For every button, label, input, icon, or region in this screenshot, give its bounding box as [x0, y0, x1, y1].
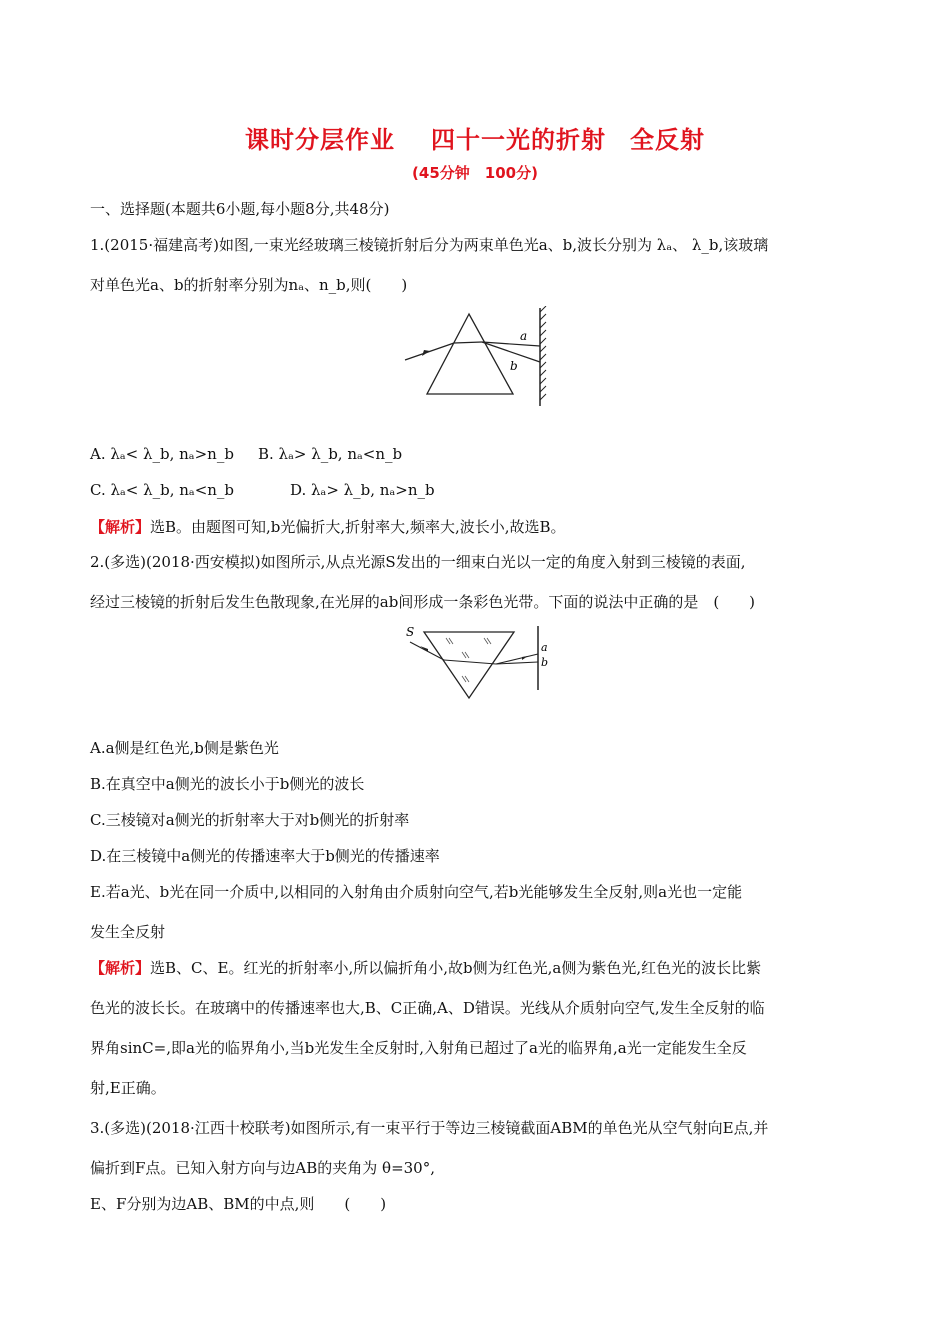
page-title — [0, 120, 950, 155]
title-part-3: 全反射 — [630, 126, 705, 154]
q3-stem-line2: 偏折到F点。已知入射方向与边AB的夹角为 θ=30°, — [90, 1159, 435, 1177]
section-heading: 一、选择题(本题共6小题,每小题8分,共48分) — [90, 200, 390, 218]
title-part-2: 四十一光的折射 — [431, 126, 606, 154]
q1-stem-line1: 1.(2015·福建高考)如图,一束光经玻璃三棱镜折射后分为两束单色光a、b,波长分别为 λₐ、 λ_b,该玻璃 — [90, 236, 769, 254]
q2-label-a: a — [541, 641, 548, 654]
q2-analysis-text-1: 选B、C、E。红光的折射率小,所以偏折角小,故b侧为红色光,a侧为紫色光,红色光的波长比紫 — [150, 959, 762, 977]
q2-prism-figure — [404, 624, 554, 704]
q1-stem-line2: 对单色光a、b的折射率分别为nₐ、n_b,则( ) — [90, 276, 408, 294]
q2-analysis-tag: 【解析】 — [90, 959, 151, 977]
q2-analysis-line1 — [90, 957, 761, 978]
q2-option-b: B.在真空中a侧光的波长小于b侧光的波长 — [90, 775, 365, 793]
q2-option-e-line2: 发生全反射 — [90, 923, 166, 941]
q2-stem-line1: 2.(多选)(2018·西安模拟)如图所示,从点光源S发出的一细束白光以一定的角度入射到三棱镜的表面, — [90, 553, 746, 571]
q1-option-a: A. λₐ< λ_b, nₐ>n_b — [90, 445, 234, 463]
page-subtitle: (45分钟 100分) — [412, 164, 538, 182]
q1-option-d: D. λₐ> λ_b, nₐ>n_b — [290, 481, 435, 499]
q2-analysis-line3: 界角sinC=,即a光的临界角小,当b光发生全反射时,入射角已超过了a光的临界角,a光一定能发生全反 — [90, 1039, 747, 1057]
q2-option-c: C.三棱镜对a侧光的折射率大于对b侧光的折射率 — [90, 811, 410, 829]
q2-label-b: b — [541, 656, 549, 669]
q1-analysis — [90, 516, 566, 537]
q3-stem-line3: E、F分别为边AB、BM的中点,则 ( ) — [90, 1195, 387, 1213]
q2-option-a: A.a侧是红色光,b侧是紫色光 — [90, 739, 279, 757]
q1-option-b: B. λₐ> λ_b, nₐ<n_b — [258, 445, 403, 463]
q1-label-b: b — [510, 359, 518, 373]
title-part-1: 课时分层作业 — [245, 126, 395, 154]
q2-option-d: D.在三棱镜中a侧光的传播速率大于b侧光的传播速率 — [90, 847, 440, 865]
q1-analysis-text: 选B。由题图可知,b光偏折大,折射率大,频率大,波长小,故选B。 — [150, 518, 566, 536]
q2-option-e-line1: E.若a光、b光在同一介质中,以相同的入射角由介质射向空气,若b光能够发生全反射,则a光也一定能 — [90, 883, 743, 901]
q3-stem-line1: 3.(多选)(2018·江西十校联考)如图所示,有一束平行于等边三棱镜截面ABM的单色光从空气射向E点,并 — [90, 1119, 769, 1137]
q2-analysis-line2: 色光的波长长。在玻璃中的传播速率也大,B、C正确,A、D错误。光线从介质射向空气,发生全反射的临 — [90, 999, 765, 1017]
q2-analysis-line4: 射,E正确。 — [90, 1079, 166, 1097]
q1-label-a: a — [520, 329, 528, 343]
q2-label-s: S — [406, 625, 415, 639]
q1-analysis-tag: 【解析】 — [90, 518, 151, 536]
q2-stem-line2: 经过三棱镜的折射后发生色散现象,在光屏的ab间形成一条彩色光带。下面的说法中正确的是 ( ) — [90, 593, 756, 611]
q1-option-c: C. λₐ< λ_b, nₐ<n_b — [90, 481, 235, 499]
q1-prism-figure — [400, 306, 560, 408]
